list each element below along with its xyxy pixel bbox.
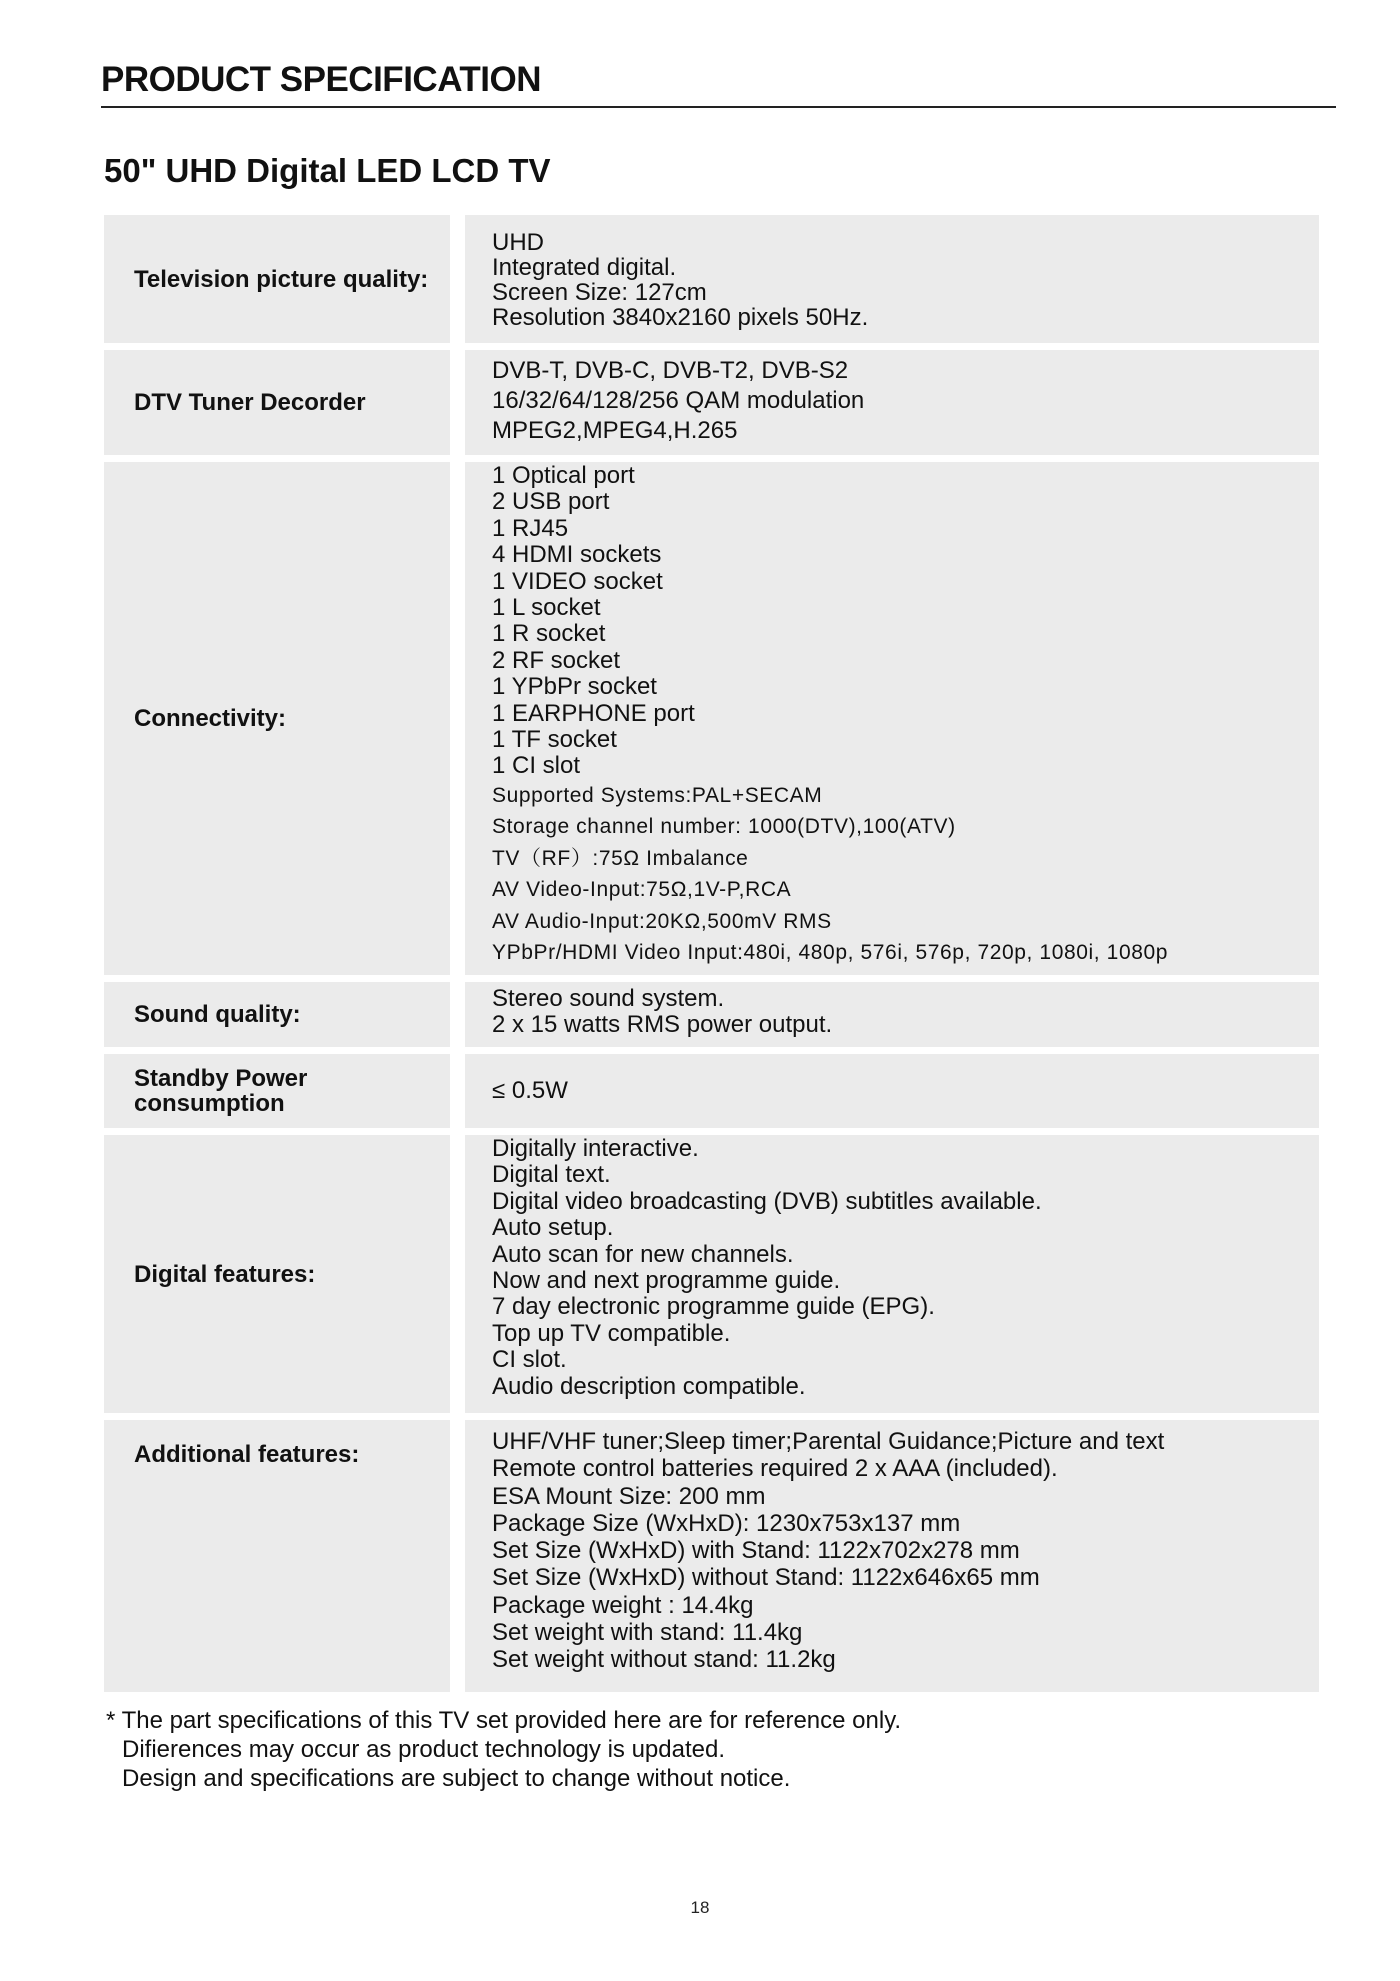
spec-line: 1 EARPHONE port	[492, 699, 695, 727]
footnote-line: Difierences may occur as product technology is updated.	[122, 1736, 725, 1763]
spec-line: 1 R socket	[492, 620, 606, 648]
spec-row-dtv-tuner	[104, 350, 1319, 455]
spec-row-standby-power	[104, 1054, 1319, 1128]
spec-line: Auto setup.	[492, 1214, 614, 1242]
spec-line: 2 x 15 watts RMS power output.	[492, 1011, 833, 1039]
spec-line: Supported Systems:PAL+SECAM	[492, 783, 823, 807]
spec-label	[104, 1054, 450, 1128]
spec-line: Digital text.	[492, 1161, 611, 1189]
spec-line: Digitally interactive.	[492, 1135, 699, 1162]
spec-row-sound-quality	[104, 982, 1319, 1047]
spec-line: 1 TF socket	[492, 726, 617, 754]
spec-line: Package weight : 14.4kg	[492, 1591, 754, 1619]
spec-value	[465, 982, 1319, 1047]
spec-value	[465, 215, 1319, 343]
spec-value	[465, 1420, 1319, 1692]
spec-line: UHF/VHF tuner;Sleep timer;Parental Guidance;Picture and text	[492, 1428, 1165, 1455]
spec-row-additional-features	[104, 1420, 1319, 1692]
footnote	[106, 1706, 901, 1793]
spec-line: UHD	[492, 229, 544, 256]
spec-line: 4 HDMI sockets	[492, 541, 662, 569]
spec-line: 1 RJ45	[492, 514, 569, 542]
spec-label: Connectivity:	[104, 462, 450, 975]
spec-value	[465, 350, 1319, 455]
header-divider	[101, 106, 1336, 108]
spec-row-connectivity	[104, 462, 1319, 975]
footnote-line: * The part specifications of this TV set provided here are for reference only.	[106, 1707, 902, 1734]
product-title: 50" UHD Digital LED LCD TV	[104, 152, 551, 189]
spec-line: Remote control batteries required 2 x AAA (included).	[492, 1455, 1058, 1483]
page-number: 18	[690, 1898, 710, 1917]
spec-line: Top up TV compatible.	[492, 1319, 731, 1347]
spec-label-line: Standby Power	[134, 1065, 308, 1092]
spec-line: 2 USB port	[492, 488, 610, 516]
spec-line: TV（RF）:75Ω Imbalance	[492, 846, 749, 870]
spec-line: Set weight without stand: 11.2kg	[492, 1646, 836, 1674]
spec-line: 16/32/64/128/256 QAM modulation	[492, 387, 865, 414]
page-header-title: PRODUCT SPECIFICATION	[101, 60, 541, 99]
spec-line: CI slot.	[492, 1346, 567, 1374]
spec-label-line: consumption	[134, 1090, 285, 1117]
spec-line: MPEG2,MPEG4,H.265	[492, 417, 738, 444]
spec-line: Resolution 3840x2160 pixels 50Hz.	[492, 304, 869, 331]
footnote-line: Design and specifications are subject to change without notice.	[122, 1765, 791, 1792]
spec-label: Additional features:	[104, 1420, 450, 1692]
spec-line: 1 CI slot	[492, 752, 581, 780]
spec-line: Package Size (WxHxD): 1230x753x137 mm	[492, 1509, 961, 1537]
spec-value	[465, 462, 1319, 975]
spec-line: ESA Mount Size: 200 mm	[492, 1482, 766, 1510]
spec-line: YPbPr/HDMI Video Input:480i, 480p, 576i, 576p, 720p, 1080i, 1080p	[492, 941, 1169, 965]
spec-value	[465, 1135, 1319, 1413]
spec-line: Set Size (WxHxD) with Stand: 1122x702x278 mm	[492, 1537, 1020, 1565]
spec-label: Digital features:	[104, 1135, 450, 1413]
spec-line: Audio description compatible.	[492, 1372, 806, 1400]
spec-value	[465, 1054, 1319, 1128]
spec-line: Set weight with stand: 11.4kg	[492, 1619, 803, 1647]
spec-line: Storage channel number: 1000(DTV),100(ATV)	[492, 815, 956, 839]
spec-line: Stereo sound system.	[492, 985, 725, 1012]
spec-line: AV Video-Input:75Ω,1V-P,RCA	[492, 878, 792, 902]
spec-line: Auto scan for new channels.	[492, 1240, 794, 1268]
spec-line: 2 RF socket	[492, 646, 621, 674]
spec-line: Now and next programme guide.	[492, 1267, 841, 1295]
spec-row-picture-quality	[104, 215, 1319, 343]
spec-label: Sound quality:	[104, 982, 450, 1047]
spec-line: Integrated digital.	[492, 254, 677, 281]
spec-line: AV Audio-Input:20KΩ,500mV RMS	[492, 909, 832, 933]
spec-line: Set Size (WxHxD) without Stand: 1122x646x65 mm	[492, 1564, 1040, 1592]
spec-line: DVB-T, DVB-C, DVB-T2, DVB-S2	[492, 357, 849, 384]
spec-label: Television picture quality:	[104, 215, 450, 343]
spec-line: 1 VIDEO socket	[492, 567, 663, 595]
spec-line: Screen Size: 127cm	[492, 279, 707, 306]
spec-line: 1 YPbPr socket	[492, 673, 657, 701]
spec-line: 1 Optical port	[492, 462, 635, 489]
spec-label: DTV Tuner Decorder	[104, 350, 450, 455]
spec-line: 7 day electronic programme guide (EPG).	[492, 1293, 935, 1321]
spec-line: 1 L socket	[492, 594, 601, 622]
spec-row-digital-features	[104, 1135, 1319, 1413]
spec-line: ≤ 0.5W	[492, 1077, 568, 1104]
spec-line: Digital video broadcasting (DVB) subtitles available.	[492, 1187, 1042, 1215]
